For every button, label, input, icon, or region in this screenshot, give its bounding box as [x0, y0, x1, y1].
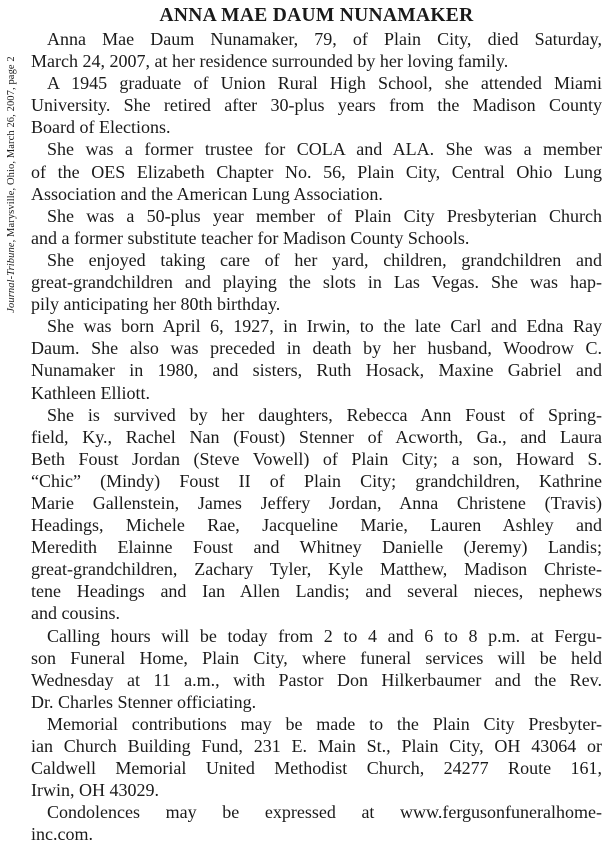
- text-line: She is survived by her daughters, Rebecca Ann Foust of Spring-: [47, 404, 602, 425]
- text-line: Beth Foust Jordan (Steve Vowell) of Plain City; a son, Howard S.: [31, 448, 602, 469]
- text-line: field, Ky., Rachel Nan (Foust) Stenner of Acworth, Ga., and Laura: [31, 426, 602, 447]
- text-line: Memorial contributions may be made to the Plain City Presbyter-: [47, 713, 602, 734]
- obituary-paragraph: [31, 28, 602, 72]
- obituary-article: [31, 4, 602, 845]
- text-line: Condolences may be expressed at www.fergusonfuneralhome-: [47, 802, 602, 823]
- obituary-paragraph: [31, 72, 602, 138]
- publication-name: Journal-Tribune: [5, 241, 17, 313]
- obituary-paragraph: [31, 404, 602, 625]
- text-line: She was a former trustee for COLA and ALA. She was a member: [47, 139, 602, 160]
- text-line: Kathleen Elliott.: [31, 382, 150, 403]
- text-line: “Chic” (Mindy) Foust II of Plain City; grandchildren, Kathrine: [31, 470, 602, 491]
- text-line: March 24, 2007, at her residence surrounded by her loving family.: [31, 51, 509, 72]
- text-line: pily anticipating her 80th birthday.: [31, 294, 281, 315]
- obituary-paragraph: [31, 315, 602, 403]
- text-line: A 1945 graduate of Union Rural High School, she attended Miami: [47, 73, 602, 94]
- text-line: Daum. She also was preceded in death by her husband, Woodrow C.: [31, 338, 602, 359]
- text-line: University. She retired after 30-plus years from the Madison County: [31, 95, 602, 116]
- text-line: inc.com.: [31, 824, 93, 845]
- text-line: son Funeral Home, Plain City, where funeral services will be held: [31, 647, 602, 668]
- text-line: and cousins.: [31, 603, 120, 624]
- text-line: of the OES Elizabeth Chapter No. 56, Plain City, Central Ohio Lung: [31, 161, 602, 182]
- obituary-paragraph: [31, 625, 602, 713]
- text-line: Meredith Elainne Foust and Whitney Danielle (Jeremy) Landis;: [31, 537, 602, 558]
- obituary-paragraph: [31, 205, 602, 249]
- text-line: She was born April 6, 1927, in Irwin, to the late Carl and Edna Ray: [47, 316, 602, 337]
- text-line: tene Headings and Ian Allen Landis; and several nieces, nephews: [31, 581, 602, 602]
- text-line: Calling hours will be today from 2 to 4 and 6 to 8 p.m. at Fergu-: [47, 625, 602, 646]
- text-line: Irwin, OH 43029.: [31, 780, 159, 801]
- text-line: Association and the American Lung Association.: [31, 183, 383, 204]
- obituary-paragraph: [31, 801, 602, 845]
- text-line: Marie Gallenstein, James Jeffery Jordan, Anna Christene (Travis): [31, 492, 602, 513]
- text-line: and a former substitute teacher for Madison County Schools.: [31, 227, 470, 248]
- text-line: Anna Mae Daum Nunamaker, 79, of Plain City, died Saturday,: [47, 29, 602, 49]
- obituary-paragraph: [31, 249, 602, 315]
- publication-details: , Marysville, Ohio, March 26, 2007, page 2: [5, 55, 17, 242]
- obituary-body: [31, 28, 602, 845]
- text-line: Headings, Michele Rae, Jacqueline Marie, Lauren Ashley and: [31, 515, 602, 536]
- text-line: She enjoyed taking care of her yard, children, grandchildren and: [47, 249, 602, 270]
- source-citation: [2, 14, 20, 354]
- obituary-paragraph: [31, 713, 602, 801]
- text-line: great-grandchildren, Zachary Tyler, Kyle Matthew, Madison Christe-: [31, 559, 602, 580]
- text-line: ian Church Building Fund, 231 E. Main St., Plain City, OH 43064 or: [31, 736, 602, 756]
- text-line: Board of Elections.: [31, 117, 171, 138]
- obituary-title: ANNA MAE DAUM NUNAMAKER: [159, 5, 474, 26]
- text-line: Caldwell Memorial United Methodist Church, 24277 Route 161,: [31, 758, 602, 779]
- obituary-paragraph: [31, 138, 602, 204]
- text-line: Dr. Charles Stenner officiating.: [31, 691, 257, 712]
- text-line: Wednesday at 11 a.m., with Pastor Don Hilkerbaumer and the Rev.: [31, 669, 602, 690]
- text-line: She was a 50-plus year member of Plain City Presbyterian Church: [47, 205, 602, 226]
- text-line: Nunamaker in 1980, and sisters, Ruth Hosack, Maxine Gabriel and: [31, 360, 602, 381]
- text-line: great-grandchildren and playing the slots in Las Vegas. She was hap-: [31, 272, 602, 293]
